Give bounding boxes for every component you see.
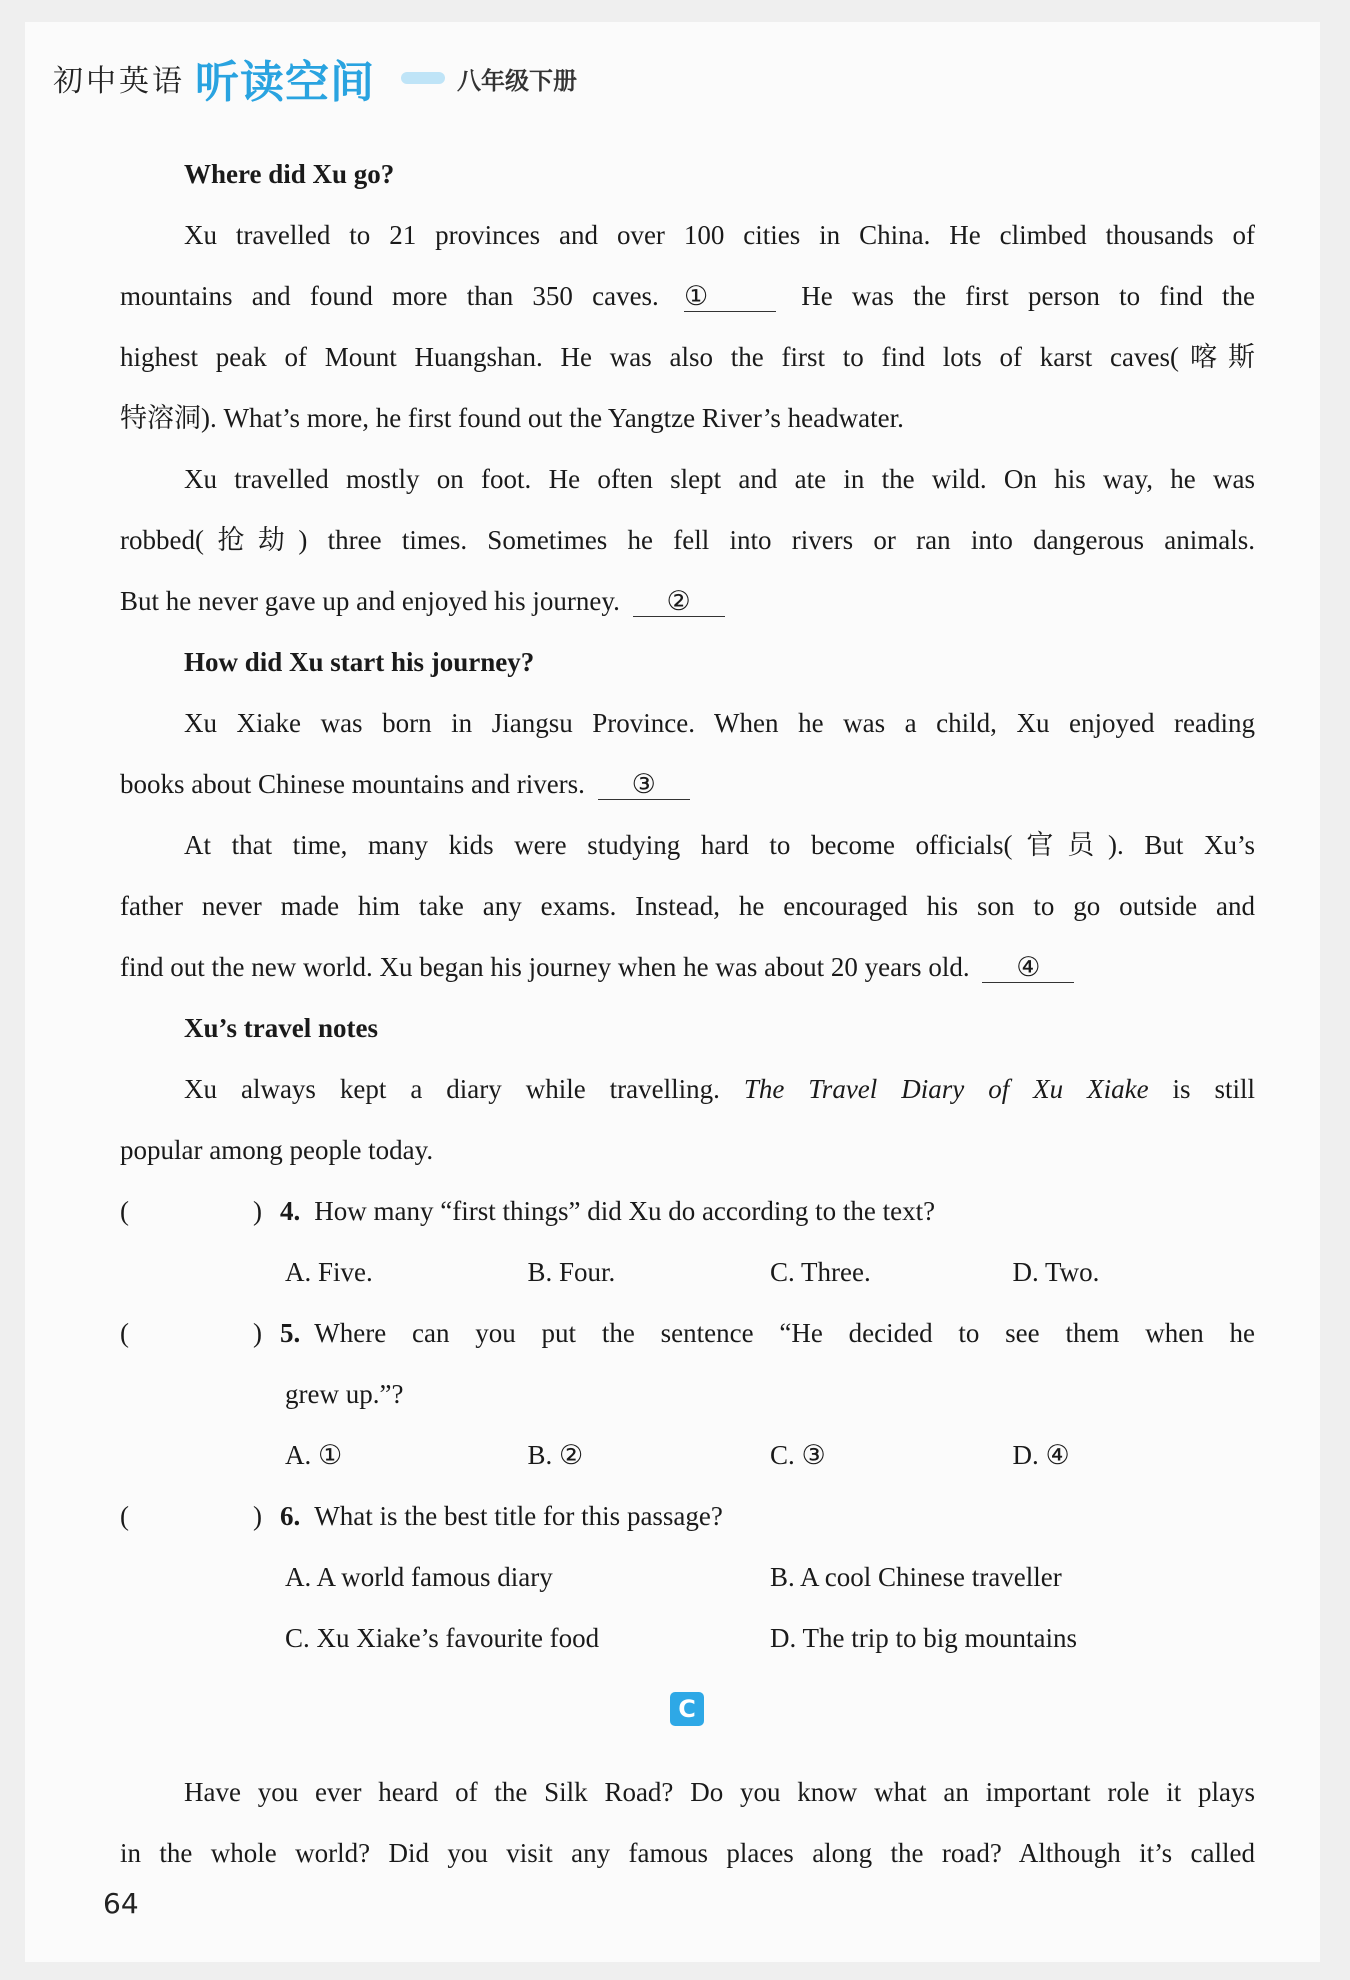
passage-content (120, 144, 1255, 1669)
passage-line: robbed(抢劫) three times. Sometimes he fell into rivers or ran into dangerous animals. (120, 525, 1255, 555)
section-heading-where: Where did Xu go? (184, 159, 395, 189)
grade-label: 八年级下册 (457, 66, 577, 95)
section-c-content (120, 1762, 1255, 1884)
section-c-badge: C (670, 1692, 704, 1726)
passage-line: Have you ever heard of the Silk Road? Do you know what an important role it plays (184, 1777, 1255, 1807)
cloud-icon (401, 72, 445, 84)
question-4 (120, 1181, 1255, 1242)
question-6 (120, 1486, 1255, 1547)
option-c[interactable]: C. Three. (770, 1257, 871, 1287)
question-5 (120, 1303, 1255, 1364)
page-number: 64 (103, 1887, 139, 1920)
question-stem: What is the best title for this passage? (314, 1501, 723, 1531)
question-stem: Where can you put the sentence “He decided to see them when he (314, 1318, 1255, 1348)
textbook-page (25, 22, 1320, 1962)
answer-blank-4: ④ (982, 952, 1074, 983)
answer-blank-3: ③ (598, 769, 690, 800)
question-stem-cont: grew up.”? (285, 1379, 404, 1409)
options-row (120, 1547, 1255, 1608)
section-heading-how: How did Xu start his journey? (184, 647, 535, 677)
answer-paren[interactable]: ( ) (120, 1318, 262, 1348)
series-title: 初中英语 (53, 64, 185, 99)
page-header (53, 48, 577, 108)
question-stem: How many “first things” did Xu do according to the text? (314, 1196, 936, 1226)
passage-line: in the whole world? Did you visit any famous places along the road? Although it’s called (120, 1838, 1255, 1868)
book-title: The Travel Diary of Xu Xiake (743, 1074, 1149, 1104)
passage-line: Xu always kept a diary while travelling. The Travel Diary of Xu Xiake is still (184, 1074, 1256, 1104)
answer-blank-2: ② (633, 586, 725, 617)
passage-line: books about Chinese mountains and rivers. ③ (120, 754, 1255, 815)
question-number: 6. (280, 1501, 301, 1531)
option-c[interactable]: C. ③ (770, 1440, 826, 1470)
question-number: 4. (280, 1196, 301, 1226)
option-b[interactable]: B. Four. (527, 1257, 616, 1287)
option-a[interactable]: A. Five. (285, 1257, 373, 1287)
passage-line: But he never gave up and enjoyed his journey. ② (120, 571, 1255, 632)
passage-line: father never made him take any exams. Instead, he encouraged his son to go outside and (120, 891, 1255, 921)
passage-line: highest peak of Mount Huangshan. He was also the first to find lots of karst caves(喀斯 (120, 342, 1255, 372)
passage-line: Xu travelled to 21 provinces and over 100 cities in China. He climbed thousands of (184, 220, 1255, 250)
option-a[interactable]: A. A world famous diary (285, 1562, 553, 1592)
passage-line: At that time, many kids were studying hard to become officials(官员). But Xu’s (184, 830, 1255, 860)
option-d[interactable]: D. The trip to big mountains (770, 1623, 1077, 1653)
passage-line: mountains and found more than 350 caves. ① He was the first person to find the (120, 281, 1255, 311)
options-row (120, 1242, 1255, 1303)
passage-line: Xu Xiake was born in Jiangsu Province. When he was a child, Xu enjoyed reading (184, 708, 1255, 738)
option-a[interactable]: A. ① (285, 1440, 343, 1470)
question-number: 5. (280, 1318, 301, 1348)
section-heading-notes: Xu’s travel notes (184, 1013, 378, 1043)
brand-logo-text: 听读空间 (195, 57, 375, 108)
passage-line: popular among people today. (120, 1135, 434, 1165)
options-row (120, 1425, 1255, 1486)
option-b[interactable]: B. ② (527, 1440, 584, 1470)
answer-paren[interactable]: ( ) (120, 1501, 262, 1531)
passage-line: Xu travelled mostly on foot. He often slept and ate in the wild. On his way, he was (184, 464, 1255, 494)
option-b[interactable]: B. A cool Chinese traveller (770, 1562, 1062, 1592)
passage-line: 特溶洞). What’s more, he first found out the Yangtze River’s headwater. (120, 403, 904, 433)
option-d[interactable]: D. Two. (1012, 1257, 1100, 1287)
option-d[interactable]: D. ④ (1012, 1440, 1070, 1470)
answer-paren[interactable]: ( ) (120, 1196, 262, 1226)
options-row (120, 1608, 1255, 1669)
passage-line: find out the new world. Xu began his journey when he was about 20 years old. ④ (120, 937, 1255, 998)
answer-blank-1: ① (684, 281, 776, 312)
option-c[interactable]: C. Xu Xiake’s favourite food (285, 1623, 600, 1653)
